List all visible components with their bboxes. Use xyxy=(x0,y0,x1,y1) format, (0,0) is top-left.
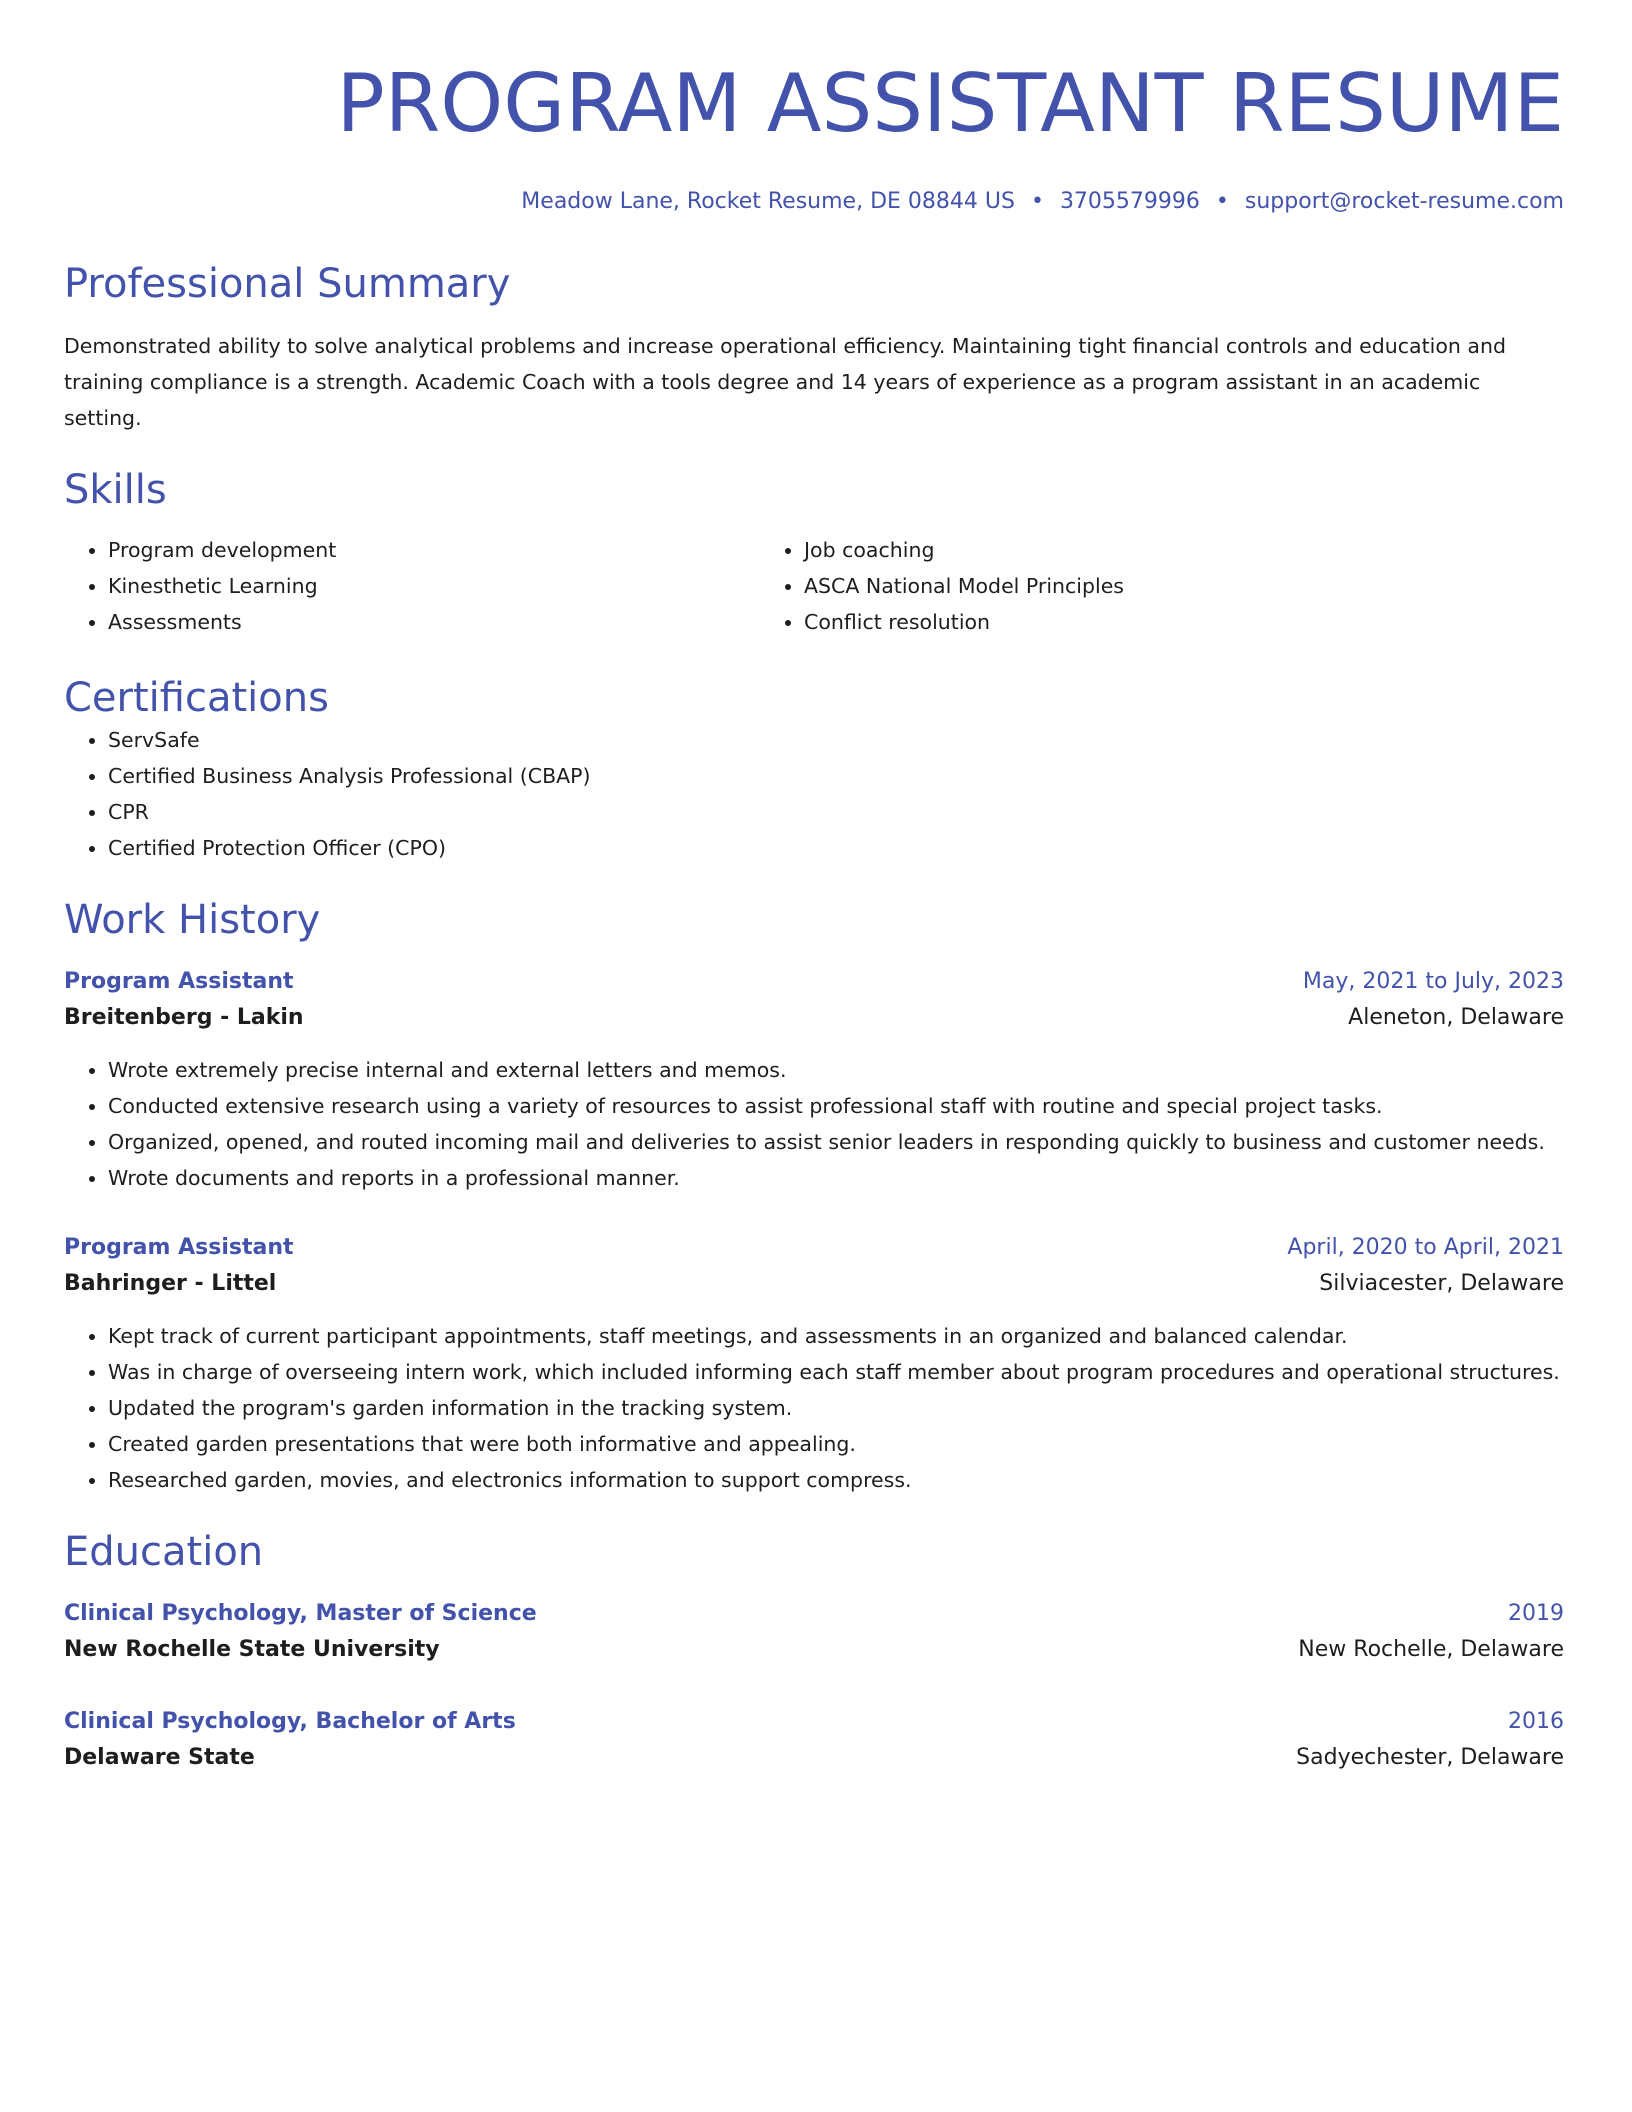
section-title-summary: Professional Summary xyxy=(64,261,511,307)
job-subheader xyxy=(64,1000,1564,1036)
contact-email: support@rocket-resume.com xyxy=(1244,189,1564,214)
skill-item: • Assessments xyxy=(108,604,760,640)
education-school: New Rochelle State University xyxy=(64,1637,440,1662)
resume-title: PROGRAM ASSISTANT RESUME xyxy=(336,57,1564,150)
education-subheader xyxy=(64,1740,1564,1776)
contact-line xyxy=(64,188,1564,216)
job-bullet: • Updated the program's garden information in the tracking system. xyxy=(108,1390,1564,1426)
education-year: 2019 xyxy=(1508,1601,1564,1626)
skills-right-column xyxy=(760,532,1456,640)
job-dates: April, 2020 to April, 2021 xyxy=(1287,1235,1564,1260)
job-location: Aleneton, Delaware xyxy=(1348,1005,1564,1030)
skill-item: • Conflict resolution xyxy=(804,604,1456,640)
certification-item: • Certified Business Analysis Professional (CBAP) xyxy=(108,758,1564,794)
job-entry xyxy=(64,964,1564,1196)
section-title-education: Education xyxy=(64,1529,264,1575)
job-bullet: • Organized, opened, and routed incoming mail and deliveries to assist senior leaders in responding quickly to business and customer needs. xyxy=(108,1124,1564,1160)
job-bullet: • Kept track of current participant appointments, staff meetings, and assessments in an organized and balanced calendar. xyxy=(108,1318,1564,1354)
summary-text: Demonstrated ability to solve analytical problems and increase operational efficiency. Maintaining tight financial controls and education and training compliance is a strength. Academic Coach with a tools degree and 14 years of experience as a program assistant in an academic setting. xyxy=(64,334,1506,430)
skills-section xyxy=(64,466,1564,640)
certifications-list xyxy=(64,722,1564,866)
job-dates: May, 2021 to July, 2023 xyxy=(1302,969,1564,994)
education-section xyxy=(64,1528,1564,1776)
contact-separator: • xyxy=(1030,189,1044,214)
certification-item: • CPR xyxy=(108,794,1564,830)
job-bullet: • Researched garden, movies, and electronics information to support compress. xyxy=(108,1462,1564,1498)
skill-item: • Job coaching xyxy=(804,532,1456,568)
job-header xyxy=(64,964,1564,1000)
work-history-section xyxy=(64,896,1564,1498)
education-degree: Clinical Psychology, Bachelor of Arts xyxy=(64,1709,516,1734)
section-title-work-history: Work History xyxy=(64,897,321,943)
certification-item: • Certified Protection Officer (CPO) xyxy=(108,830,1564,866)
job-bullet: • Was in charge of overseeing intern work, which included informing each staff member about program procedures and operational structures. xyxy=(108,1354,1564,1390)
skills-left-column xyxy=(64,532,760,640)
education-degree: Clinical Psychology, Master of Science xyxy=(64,1601,537,1626)
certifications-section xyxy=(64,674,1564,866)
skill-item: • ASCA National Model Principles xyxy=(804,568,1456,604)
job-bullet: • Created garden presentations that were both informative and appealing. xyxy=(108,1426,1564,1462)
job-company: Breitenberg - Lakin xyxy=(64,1005,304,1030)
contact-phone: 3705579996 xyxy=(1059,189,1200,214)
job-role: Program Assistant xyxy=(64,1235,294,1260)
job-subheader xyxy=(64,1266,1564,1302)
job-bullet: • Wrote extremely precise internal and external letters and memos. xyxy=(108,1052,1564,1088)
job-company: Bahringer - Littel xyxy=(64,1271,277,1296)
job-bullets xyxy=(64,1052,1564,1196)
education-school: Delaware State xyxy=(64,1745,255,1770)
education-location: New Rochelle, Delaware xyxy=(1298,1637,1564,1662)
professional-summary-section xyxy=(64,260,1564,436)
job-header xyxy=(64,1230,1564,1266)
job-bullet: • Conducted extensive research using a variety of resources to assist professional staff with routine and special project tasks. xyxy=(108,1088,1564,1124)
education-entry xyxy=(64,1704,1564,1776)
education-location: Sadyechester, Delaware xyxy=(1296,1745,1564,1770)
education-header xyxy=(64,1596,1564,1632)
job-entry xyxy=(64,1230,1564,1498)
section-title-skills: Skills xyxy=(64,467,167,513)
contact-separator: • xyxy=(1215,189,1229,214)
skill-item: • Program development xyxy=(108,532,760,568)
section-title-certifications: Certifications xyxy=(64,675,329,721)
skills-columns xyxy=(64,532,1564,640)
education-subheader xyxy=(64,1632,1564,1668)
job-location: Silviacester, Delaware xyxy=(1319,1271,1564,1296)
certification-item: • ServSafe xyxy=(108,722,1564,758)
job-role: Program Assistant xyxy=(64,969,294,994)
education-entry xyxy=(64,1596,1564,1668)
education-header xyxy=(64,1704,1564,1740)
job-bullet: • Wrote documents and reports in a professional manner. xyxy=(108,1160,1564,1196)
education-year: 2016 xyxy=(1508,1709,1564,1734)
resume-page xyxy=(64,0,1564,1776)
skill-item: • Kinesthetic Learning xyxy=(108,568,760,604)
job-bullets xyxy=(64,1318,1564,1498)
contact-address: Meadow Lane, Rocket Resume, DE 08844 US xyxy=(521,189,1015,214)
